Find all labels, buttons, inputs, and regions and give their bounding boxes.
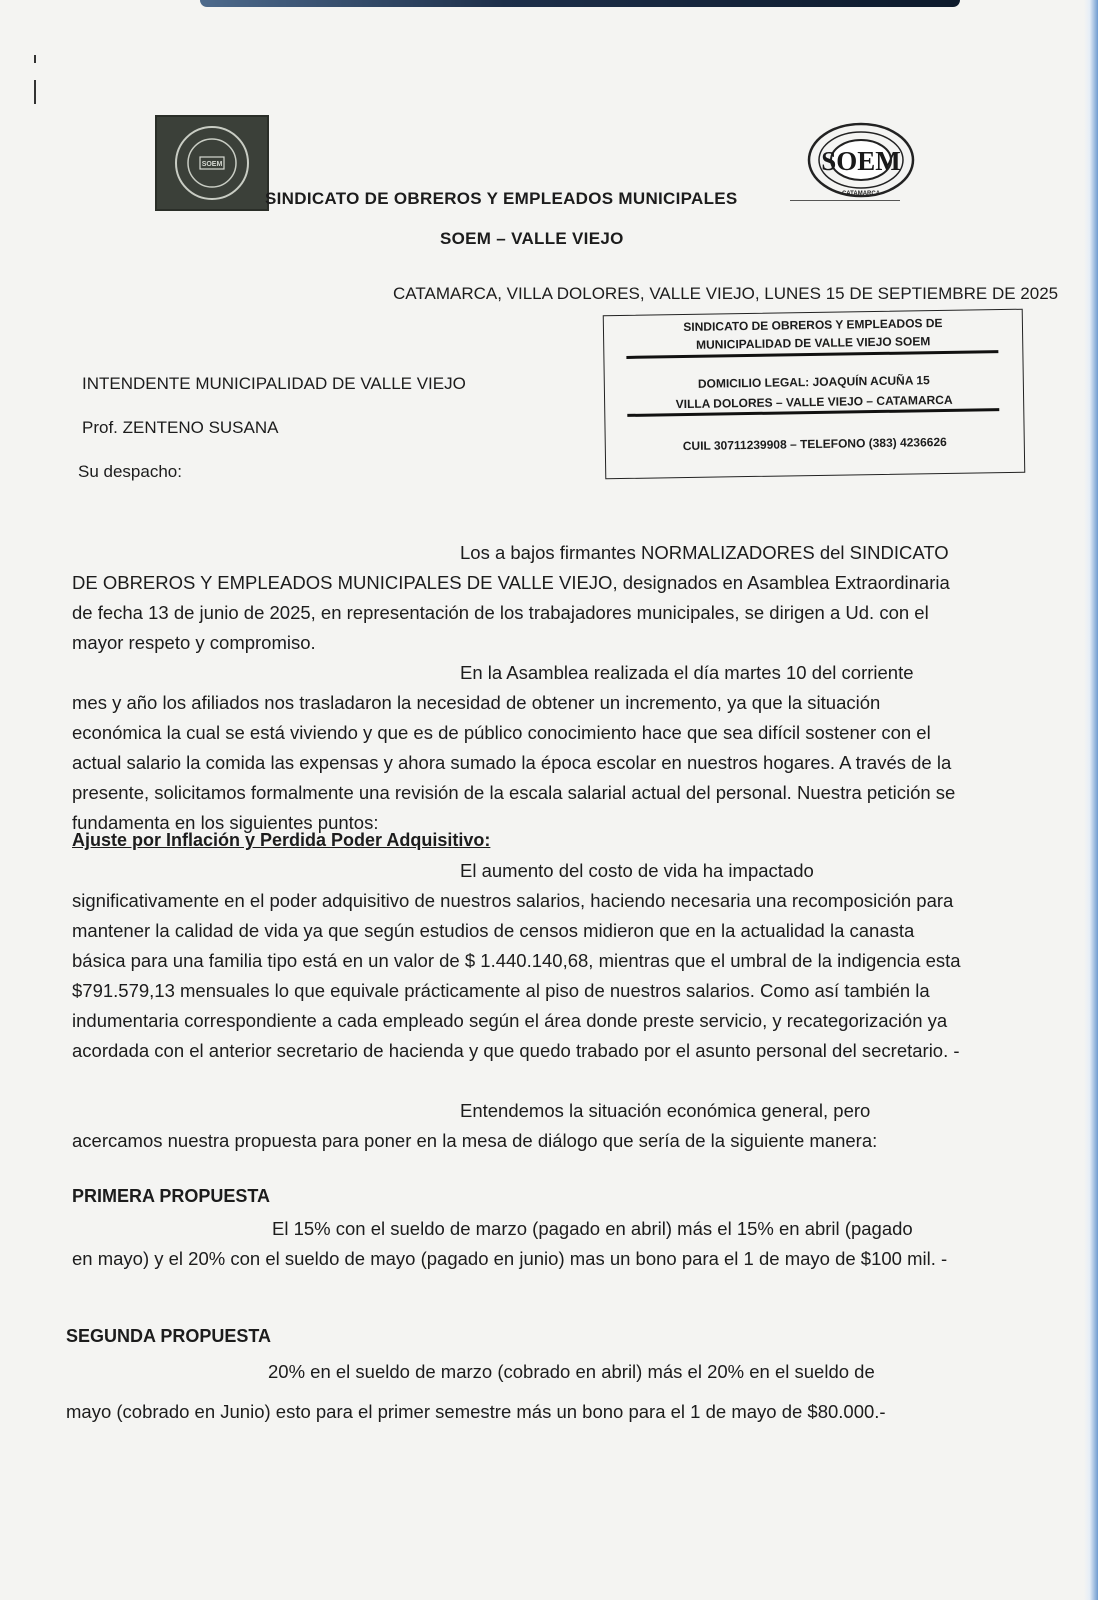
paragraph-lead: En la Asamblea realizada el día martes 10 del corriente [460, 662, 914, 683]
paragraph-text: significativamente en el poder adquisitivo de nuestros salarios, haciendo necesaria una recomposición para mantener la calidad de vida ya que según estudios de censos midieron que en la actualidad la canasta básica para una familia tipo está en un valor de $ 1.440.140,68, mientras que el umbral de la indigencia esta $791.579,13 mensuales lo que equivale prácticamente al piso de nuestros salarios. Como así también la indumentaria correspondiente a cada empleado según el área donde preste servicio, y recategorización ya acordada con el anterior secretario de hacienda y que quedo trabado por el asunto personal del secretario. - [72, 890, 961, 1061]
proposal-1-heading: PRIMERA PROPUESTA [72, 1186, 271, 1206]
paragraph-3 [72, 856, 972, 1066]
punch-mark [34, 55, 36, 63]
punch-mark [34, 80, 36, 104]
header-rule [790, 200, 900, 201]
paragraph-lead: Los a bajos firmantes NORMALIZADORES del SINDICATO [460, 542, 949, 563]
proposal-2-heading: SEGUNDA PROPUESTA [66, 1326, 272, 1346]
paragraph-2 [72, 658, 972, 838]
paragraph-text: acercamos nuestra propuesta para poner en la mesa de diálogo que sería de la siguiente manera: [72, 1130, 878, 1151]
proposal-text: en mayo) y el 20% con el sueldo de mayo (pagado en junio) mas un bono para el 1 de mayo de $100 mil. - [72, 1248, 948, 1269]
paragraph-4 [72, 1096, 972, 1156]
addressee-name: Prof. ZENTENO SUSANA [82, 418, 279, 437]
stamp-line: MUNICIPALIDAD DE VALLE VIEJO SOEM [695, 334, 931, 352]
scan-right-edge [1084, 0, 1098, 1600]
soem-logo-left [155, 115, 269, 211]
paragraph-lead: Entendemos la situación económica general, pero [460, 1100, 871, 1121]
proposal-2-text [66, 1352, 976, 1432]
svg-text:SOEM: SOEM [821, 146, 901, 176]
paragraph-text: DE OBREROS Y EMPLEADOS MUNICIPALES DE VALLE VIEJO, designados en Asamblea Extraordinaria de fecha 13 de junio de 2025, en representación de los trabajadores municipales, se dirigen a Ud. con el mayor respeto y compromiso. [72, 572, 950, 653]
proposal-text: mayo (cobrado en Junio) esto para el primer semestre más un bono para el 1 de mayo de $80.000.- [66, 1401, 886, 1422]
addressee-title: INTENDENTE MUNICIPALIDAD DE VALLE VIEJO [82, 374, 466, 393]
stamp-line: VILLA DOLORES – VALLE VIEJO – CATAMARCA [675, 392, 953, 412]
paragraph-text: mes y año los afiliados nos trasladaron la necesidad de obtener un incremento, ya que la situación económica la cual se está viviendo y que es de público conocimiento hace que sea difícil sostener con el actual salario la comida las expensas y ahora sumado la época escolar en nuestros hogares. A través de la presente, solicitamos formalmente una revisión de la escala salarial actual del personal. Nuestra petición se fundamenta en los siguientes puntos: [72, 692, 956, 833]
stamp-line: SINDICATO DE OBREROS Y EMPLEADOS DE [683, 315, 943, 335]
stamp-line: CUIL 30711239908 – TELEFONO (383) 4236626 [682, 434, 947, 454]
proposal-1-text [72, 1214, 982, 1274]
proposal-lead: El 15% con el sueldo de marzo (pagado en abril) más el 15% en abril (pagado [272, 1218, 913, 1239]
proposal-lead: 20% en el sueldo de marzo (cobrado en abril) más el 20% en el sueldo de [268, 1361, 875, 1382]
stamp-line: DOMICILIO LEGAL: JOAQUÍN ACUÑA 15 [697, 373, 930, 391]
soem-logo-right [805, 120, 917, 200]
svg-text:SOEM: SOEM [201, 161, 223, 168]
addressee-salutation: Su despacho: [78, 462, 182, 481]
letterhead-title: SINDICATO DE OBREROS Y EMPLEADOS MUNICIPALES [265, 189, 738, 208]
section-heading: Ajuste por Inflación y Perdida Poder Adquisitivo: [72, 830, 491, 850]
seal-icon [164, 121, 260, 205]
union-stamp [603, 309, 1026, 480]
svg-text:CATAMARCA: CATAMARCA [841, 191, 881, 197]
scan-top-edge [200, 0, 960, 7]
date-line: CATAMARCA, VILLA DOLORES, VALLE VIEJO, LUNES 15 DE SEPTIEMBRE DE 2025 [393, 284, 1059, 303]
paragraph-1 [72, 538, 972, 658]
seal-icon [805, 120, 917, 200]
letterhead-subtitle: SOEM – VALLE VIEJO [440, 229, 624, 248]
paragraph-lead: El aumento del costo de vida ha impactado [460, 860, 814, 881]
